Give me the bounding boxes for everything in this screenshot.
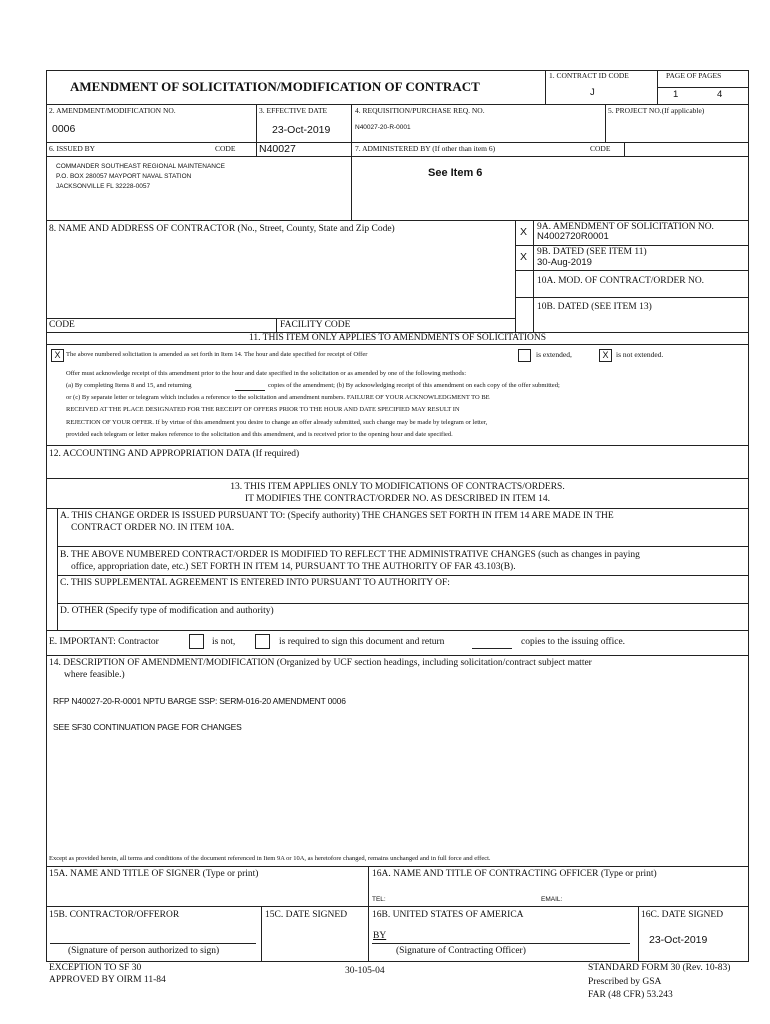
item13-b-line2: office, appropriation date, etc.) SET FORTH IN ITEM 14, PURSUANT TO THE AUTHORITY OF FAR 43.103(B).: [71, 562, 516, 572]
amendment-9a-value[interactable]: N4002720R0001: [537, 231, 609, 242]
accounting-data-label: 12. ACCOUNTING AND APPROPRIATION DATA (If required): [49, 449, 300, 459]
issued-code-field[interactable]: N40027: [259, 143, 296, 155]
amendment-no-label: 2. AMENDMENT/MODIFICATION NO.: [49, 106, 176, 115]
description-line2: SEE SF30 CONTINUATION PAGE FOR CHANGES: [53, 722, 242, 732]
item11-line4: RECEIVED AT THE PLACE DESIGNATED FOR THE RECEIPT OF OFFERS PRIOR TO THE HOUR AND DATE SPECIFIED MAY RESULT IN: [66, 406, 460, 413]
footer-form-number: 30-105-04: [345, 966, 385, 976]
except-statement: Except as provided herein, all terms and conditions of the document referenced in Item 9A or 10A, as heretofore changed, remains unchanged and in full force and effect.: [49, 855, 491, 862]
item13-c-line: C. THIS SUPPLEMENTAL AGREEMENT IS ENTERED INTO PURSUANT TO AUTHORITY OF:: [60, 578, 450, 588]
contractor-signature-line[interactable]: [50, 943, 256, 944]
officer-signature-line[interactable]: [372, 943, 630, 944]
item13-heading2: IT MODIFIES THE CONTRACT/ORDER NO. AS DESCRIBED IN ITEM 14.: [245, 494, 550, 504]
description-line1: RFP N40027-20-R-0001 NPTU BARGE SSP: SERM-016-20 AMENDMENT 0006: [53, 696, 346, 706]
issuer-address-line2: P.O. BOX 280057 MAYPORT NAVAL STATION: [56, 173, 192, 180]
amended-text: The above numbered solicitation is amended as set forth in Item 14. The hour and date specified for receipt of Offer: [66, 351, 368, 358]
copies-blank[interactable]: [235, 390, 265, 391]
pages-total: 4: [717, 89, 723, 100]
important-label: E. IMPORTANT: Contractor: [49, 637, 159, 647]
amended-checkbox[interactable]: X: [51, 349, 64, 362]
amendment-9a-mark[interactable]: X: [520, 226, 528, 238]
mod-10a-label: 10A. MOD. OF CONTRACT/ORDER NO.: [537, 276, 705, 286]
administered-by-label: 7. ADMINISTERED BY (If other than item 6): [355, 144, 496, 153]
dated-10b-label: 10B. DATED (SEE ITEM 13): [537, 302, 652, 312]
item13-d-line: D. OTHER (Specify type of modification and authority): [60, 606, 274, 616]
item13-b-line1: B. THE ABOVE NUMBERED CONTRACT/ORDER IS MODIFIED TO REFLECT THE ADMINISTRATIVE CHANGES (such as changes in paying: [60, 550, 640, 560]
page-of-pages-label: PAGE OF PAGES: [666, 71, 722, 80]
dated-9b-value[interactable]: 30-Aug-2019: [537, 257, 592, 268]
usa-label: 16B. UNITED STATES OF AMERICA: [372, 910, 524, 920]
copies-label: copies to the issuing office.: [521, 637, 626, 647]
date-signed-16c-field[interactable]: 23-Oct-2019: [649, 934, 708, 946]
footer-prescribed: Prescribed by GSA: [588, 977, 662, 987]
effective-date-label: 3. EFFECTIVE DATE: [259, 106, 328, 115]
item13-heading1: 13. THIS ITEM APPLIES ONLY TO MODIFICATIONS OF CONTRACTS/ORDERS.: [230, 482, 565, 492]
item11-line1: Offer must acknowledge receipt of this amendment prior to the hour and date specified in the solicitation or as amended by one of the following methods:: [66, 370, 467, 377]
issued-by-label: 6. ISSUED BY: [49, 144, 96, 153]
footer-exception: EXCEPTION TO SF 30: [49, 963, 142, 973]
requisition-field[interactable]: N40027-20-R-0001: [355, 124, 411, 131]
not-extended-checkbox[interactable]: X: [599, 349, 612, 362]
issued-code-label: CODE: [215, 144, 236, 153]
footer-far: FAR (48 CFR) 53.243: [588, 990, 673, 1000]
contractor-signature-caption: (Signature of person authorized to sign): [68, 946, 220, 956]
effective-date-field[interactable]: 23-Oct-2019: [272, 124, 331, 136]
contract-id-code[interactable]: J: [590, 87, 595, 98]
description-label: 14. DESCRIPTION OF AMENDMENT/MODIFICATION (Organized by UCF section headings, including solicitation/contract subject matter: [49, 658, 592, 668]
date-signed-16c-label: 16C. DATE SIGNED: [641, 910, 724, 920]
is-not-label: is not,: [212, 637, 236, 647]
item11-line3: or (c) By separate letter or telegram which includes a reference to the solicitation and amendment numbers. FAILURE OF YOUR ACKNOWLEDGMENT TO BE: [66, 394, 490, 401]
tel-label: TEL:: [372, 896, 386, 903]
contract-id-code-label: 1. CONTRACT ID CODE: [549, 71, 629, 80]
page-number: 1: [673, 89, 679, 100]
extended-label: is extended,: [536, 350, 572, 359]
administered-by-value: See Item 6: [428, 167, 483, 179]
return-copies-blank[interactable]: [472, 648, 512, 649]
by-label: BY: [373, 931, 387, 941]
facility-code-label: FACILITY CODE: [280, 320, 351, 330]
item11-heading: 11. THIS ITEM ONLY APPLIES TO AMENDMENTS OF SOLICITATIONS: [248, 333, 547, 343]
contractor-code-label: CODE: [49, 320, 75, 330]
requisition-label: 4. REQUISITION/PURCHASE REQ. NO.: [355, 106, 485, 115]
contractor-offeror-label: 15B. CONTRACTOR/OFFEROR: [49, 910, 180, 920]
extended-checkbox[interactable]: [518, 349, 531, 362]
is-not-checkbox[interactable]: [189, 634, 204, 649]
is-required-checkbox[interactable]: [255, 634, 270, 649]
form-title: AMENDMENT OF SOLICITATION/MODIFICATION OF CONTRACT: [70, 79, 480, 94]
officer-name-label: 16A. NAME AND TITLE OF CONTRACTING OFFICER (Type or print): [372, 869, 657, 879]
item13-a-line2: CONTRACT ORDER NO. IN ITEM 10A.: [71, 523, 235, 533]
item11-line2b: copies of the amendment; (b) By acknowledging receipt of this amendment on each copy of the offer submitted;: [268, 382, 560, 389]
footer-standard-form: STANDARD FORM 30 (Rev. 10-83): [588, 963, 731, 973]
dated-9b-label: 9B. DATED (SEE ITEM 11): [537, 247, 647, 257]
date-signed-15c-label: 15C. DATE SIGNED: [265, 910, 348, 920]
officer-signature-caption: (Signature of Contracting Officer): [396, 946, 526, 956]
issuer-address-line1: COMMANDER SOUTHEAST REGIONAL MAINTENANCE: [56, 163, 226, 170]
item13-a-line1: A. THIS CHANGE ORDER IS ISSUED PURSUANT TO: (Specify authority) THE CHANGES SET FORTH IN ITEM 14 ARE MADE IN THE: [60, 511, 614, 521]
item11-line5: REJECTION OF YOUR OFFER. If by virtue of this amendment you desire to change an offer already submitted, such change may be made by telegram or letter,: [66, 419, 488, 426]
project-no-label: 5. PROJECT NO.(If applicable): [608, 106, 705, 115]
not-extended-label: is not extended.: [616, 350, 664, 359]
issuer-address-line3: JACKSONVILLE FL 32228-0057: [56, 183, 151, 190]
item11-line6: provided each telegram or letter makes reference to the solicitation and this amendment, and is received prior to the opening hour and date specified.: [66, 431, 453, 438]
contractor-address-label: 8. NAME AND ADDRESS OF CONTRACTOR (No., Street, County, State and Zip Code): [49, 224, 395, 234]
signer-name-label: 15A. NAME AND TITLE OF SIGNER (Type or print): [49, 869, 259, 879]
amendment-no-field[interactable]: 0006: [52, 123, 76, 135]
is-required-label: is required to sign this document and return: [279, 637, 445, 647]
item11-line2a: (a) By completing Items 8 and 15, and returning: [66, 382, 192, 389]
footer-approved: APPROVED BY OIRM 11-84: [49, 975, 166, 985]
administered-code-label: CODE: [590, 144, 611, 153]
description-label2: where feasible.): [64, 670, 125, 680]
dated-9b-mark[interactable]: X: [520, 251, 528, 263]
email-label: EMAIL:: [541, 896, 563, 903]
amendment-9a-label: 9A. AMENDMENT OF SOLICITATION NO.: [537, 222, 714, 232]
